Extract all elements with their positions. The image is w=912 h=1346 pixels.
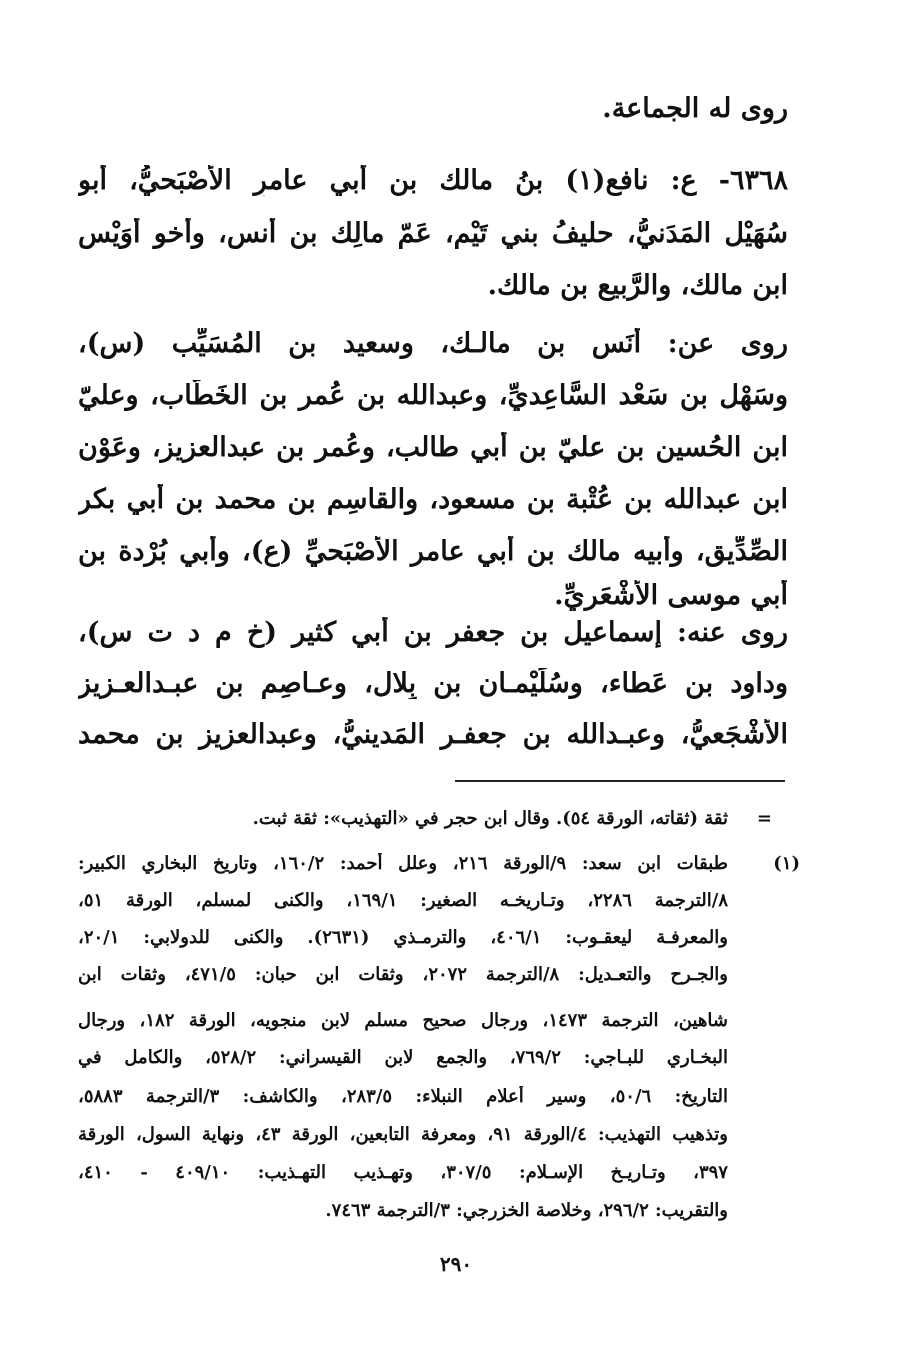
footnote-1-line: والمعرفـة ليعقـوب: ٤٠٦/١، والترمـذي (٢٦٣١). والكنى للدولابي: ٢٠/١، [78,927,728,948]
body-line-2: ٦٣٦٨- ع: نافع(١) بنُ مالك بن أبي عامرِ الأَصْبَحيُّ، أبو [78,165,788,196]
footnote-1-line: ٨/الترجمة ٢٢٨٦، وتـاريخـه الصغير: ١٦٩/١، والكنى لمسلم، الورقة ٥١، [78,890,728,911]
body-line-9: الصِّدِّيق، وأبيه مالك بن أبي عامر الأَصْبَحيِّ (ع)، وأبي بُرْدة بن [78,536,788,567]
body-line-10: أبي موسى الأَشْعَريِّ. [554,580,788,611]
footnote-continuation-marker: = [756,808,772,829]
body-line-8: ابن عبدالله بن عُتْبة بن مسعود، والقاسِم بن محمد بن أبي بكر [78,484,788,515]
footnote-1-marker: (١) [773,853,800,874]
footnote-continuation-text: ثقة (ثقاته، الورقة ٥٤). وقال ابن حجر في «التهذيب»: ثقة ثبت. [252,808,728,829]
body-line-12: وداود بن عَطاء، وسُلَيْمـان بن بِلال، وعـاصِم بن عبـدالعـزيز [78,668,788,699]
footnote-1-line: ٣٩٧، وتـاريـخ الإسـلام: ٣٠٧/٥، وتهـذيب التهـذيب: ٤٠٩/١٠ - ٤١٠، [78,1162,728,1183]
page-number: ٢٩٠ [439,1252,473,1276]
body-line-7: ابن الحُسين بن عليّ بن أبي طالب، وعُمر بن عبدالعزيز، وعَوْن [78,432,788,463]
body-line-4: ابن مالك، والرَّبيع بن مالك. [487,270,788,301]
footnote-1-line: طبقات ابن سعد: ٩/الورقة ٢١٦، وعلل أحمد: ١٦٠/٢، وتاريخ البخاري الكبير: [78,853,728,874]
body-line-1: روى له الجماعة. [602,93,788,124]
footnote-1-line: والجـرح والتعـديل: ٨/الترجمة ٢٠٧٢، وثقات ابن حبان: ٤٧١/٥، وثقات ابن [78,964,728,985]
footnote-1-line: التاريخ: ٥٠/٦، وسير أعلام النبلاء: ٢٨٣/٥، والكاشف: ٣/الترجمة ٥٨٨٣، [78,1086,728,1107]
body-line-6: وسَهْل بن سَعْد السَّاعِديِّ، وعبدالله بن عُمر بن الخَطَّاب، وعليّ [78,380,788,411]
body-line-5: روى عن: أَنَس بن مالـك، وسعيد بن المُسَيِّب (س)، [78,328,788,359]
footnote-1-line: شاهين، الترجمة ١٤٧٣، ورجال صحيح مسلم لابن منجويه، الورقة ١٨٢، ورجال [78,1010,728,1031]
footnote-1-line: والتقريب: ٢٩٦/٢، وخلاصة الخزرجي: ٣/الترجمة ٧٤٦٣. [325,1200,728,1221]
body-line-3: سُهَيْل المَدَنيُّ، حليفُ بني تَيْم، عَمّ مالِك بن أنس، وأخو أُوَيْس [78,218,788,249]
body-line-13: الأَشْجَعيُّ، وعبـدالله بن جعفـر المَدينيُّ، وعبدالعزيز بن محمد [78,719,788,750]
footnote-1-line: البخـاري للبـاجي: ٧٦٩/٢، والجمع لابن القيسراني: ٥٢٨/٢، والكامل في [78,1047,728,1068]
body-line-11: روى عنه: إسماعيل بن جعفر بن أبي كثير (خ م د ت س)، [78,617,788,648]
footnote-1-line: وتذهيب التهذيب: ٤/الورقة ٩١، ومعرفة التابعين، الورقة ٤٣، ونهاية السول، الورقة [78,1124,728,1145]
footnote-divider [455,780,785,782]
